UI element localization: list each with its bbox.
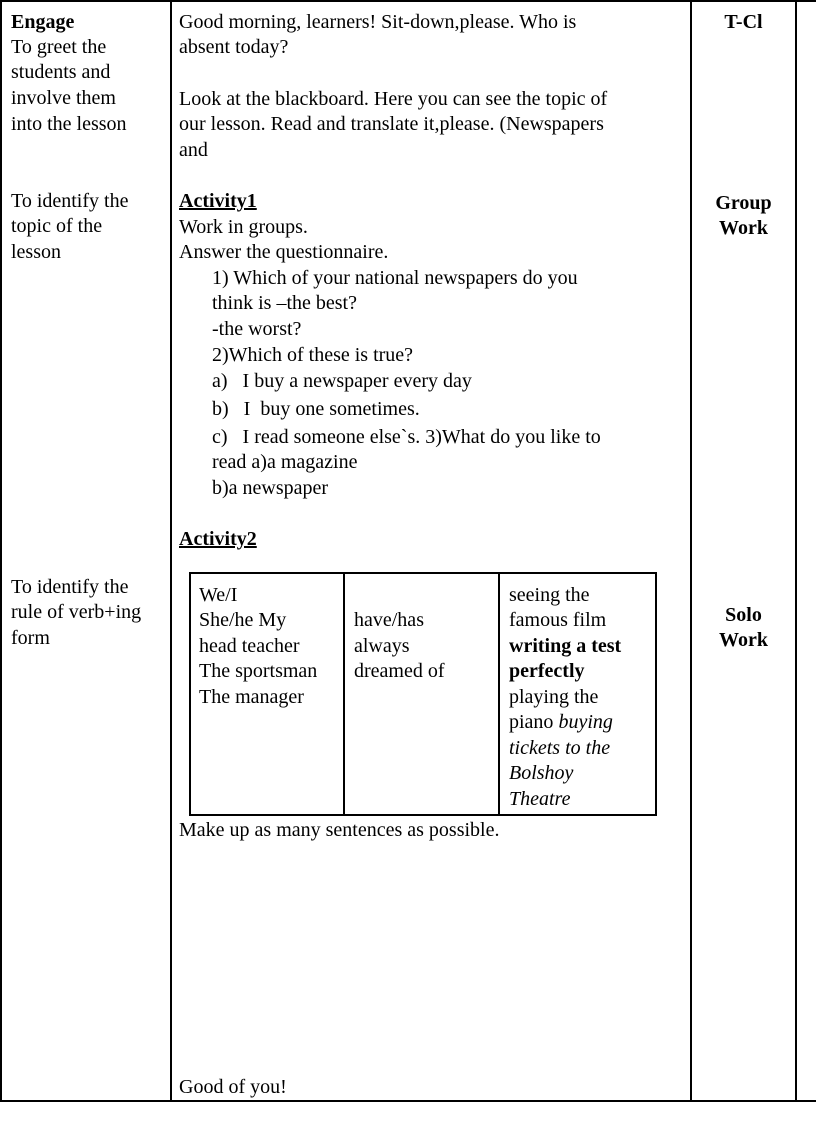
makeup-instruction: Make up as many sentences as possible.: [179, 819, 500, 841]
table-border-left: [0, 0, 2, 1102]
questionnaire-line: -the worst?: [212, 318, 302, 340]
blackboard-line: our lesson. Read and translate it,please. (Newspapers: [179, 113, 604, 135]
activity1-title: Activity1: [179, 190, 257, 212]
table-verb-line: always: [354, 635, 410, 657]
table-subject-line: head teacher: [199, 635, 300, 657]
table-object-buying: buying: [558, 711, 613, 733]
form-group-work: Work: [719, 217, 768, 239]
questionnaire-line: 1) Which of your national newspapers do you: [212, 267, 578, 289]
inner-table-divider-1: [343, 572, 345, 816]
table-object-line: playing the: [509, 686, 599, 708]
table-subject-line: We/I: [199, 584, 238, 606]
table-border-top: [0, 0, 816, 2]
greeting-line: absent today?: [179, 36, 289, 58]
table-object-italic-line: tickets to the: [509, 737, 611, 759]
questionnaire-line: b)a newspaper: [212, 477, 329, 499]
table-object-piano: piano: [509, 711, 554, 733]
inner-table-border-right: [655, 572, 657, 816]
table-border-bottom: [0, 1100, 816, 1102]
table-subject-line: The sportsman: [199, 660, 318, 682]
inner-table-border-bottom: [189, 814, 657, 816]
form-group-work: Group: [715, 192, 772, 214]
goal-text-line: To identify the: [11, 576, 129, 598]
greeting-line: Good morning, learners! Sit-down,please. Who is: [179, 11, 577, 33]
column-divider-3: [795, 0, 797, 1102]
table-verb-line: dreamed of: [354, 660, 445, 682]
blackboard-line: and: [179, 139, 208, 161]
goal-text-line: students and: [11, 61, 111, 83]
inner-table-divider-2: [498, 572, 500, 816]
table-object-bold-line: writing a test: [509, 635, 622, 657]
table-object-bold-line: perfectly: [509, 660, 585, 682]
activity2-title: Activity2: [179, 528, 257, 550]
goal-text-line: involve them: [11, 87, 116, 109]
goal-text-line: topic of the: [11, 215, 103, 237]
goal-text-line: lesson: [11, 241, 61, 263]
goal-text-line: form: [11, 627, 50, 649]
questionnaire-line: a) I buy a newspaper every day: [212, 370, 472, 392]
closing-line: Good of you!: [179, 1076, 287, 1098]
goal-text-line: To identify the: [11, 190, 129, 212]
goal-text-line: into the lesson: [11, 113, 127, 135]
form-tcl: T-Cl: [724, 11, 763, 33]
inner-table-border-left: [189, 572, 191, 816]
form-solo-work: Work: [719, 629, 768, 651]
activity1-instruction: Answer the questionnaire.: [179, 241, 389, 263]
inner-table-border-top: [189, 572, 657, 574]
column-divider-2: [690, 0, 692, 1102]
table-verb-line: have/has: [354, 609, 424, 631]
table-object-italic-line: Theatre: [509, 788, 571, 810]
questionnaire-line: read a)a magazine: [212, 451, 358, 473]
questionnaire-line: b) I buy one sometimes.: [212, 398, 420, 420]
table-object-italic-line: Bolshoy: [509, 762, 574, 784]
questionnaire-line: think is –the best?: [212, 292, 357, 314]
column-divider-1: [170, 0, 172, 1102]
table-subject-line: She/he My: [199, 609, 287, 631]
goal-text-line: To greet the: [11, 36, 107, 58]
activity1-instruction: Work in groups.: [179, 216, 308, 238]
table-object-line: seeing the: [509, 584, 590, 606]
questionnaire-line: c) I read someone else`s. 3)What do you like to: [212, 426, 601, 448]
table-subject-line: The manager: [199, 686, 304, 708]
goal-text-line: rule of verb+ing: [11, 601, 142, 623]
table-object-line: [509, 710, 613, 736]
questionnaire-line: 2)Which of these is true?: [212, 344, 414, 366]
form-solo-work: Solo: [725, 604, 762, 626]
blackboard-line: Look at the blackboard. Here you can see the topic of: [179, 88, 608, 110]
engage-heading: Engage: [11, 11, 75, 33]
table-object-line: famous film: [509, 609, 607, 631]
